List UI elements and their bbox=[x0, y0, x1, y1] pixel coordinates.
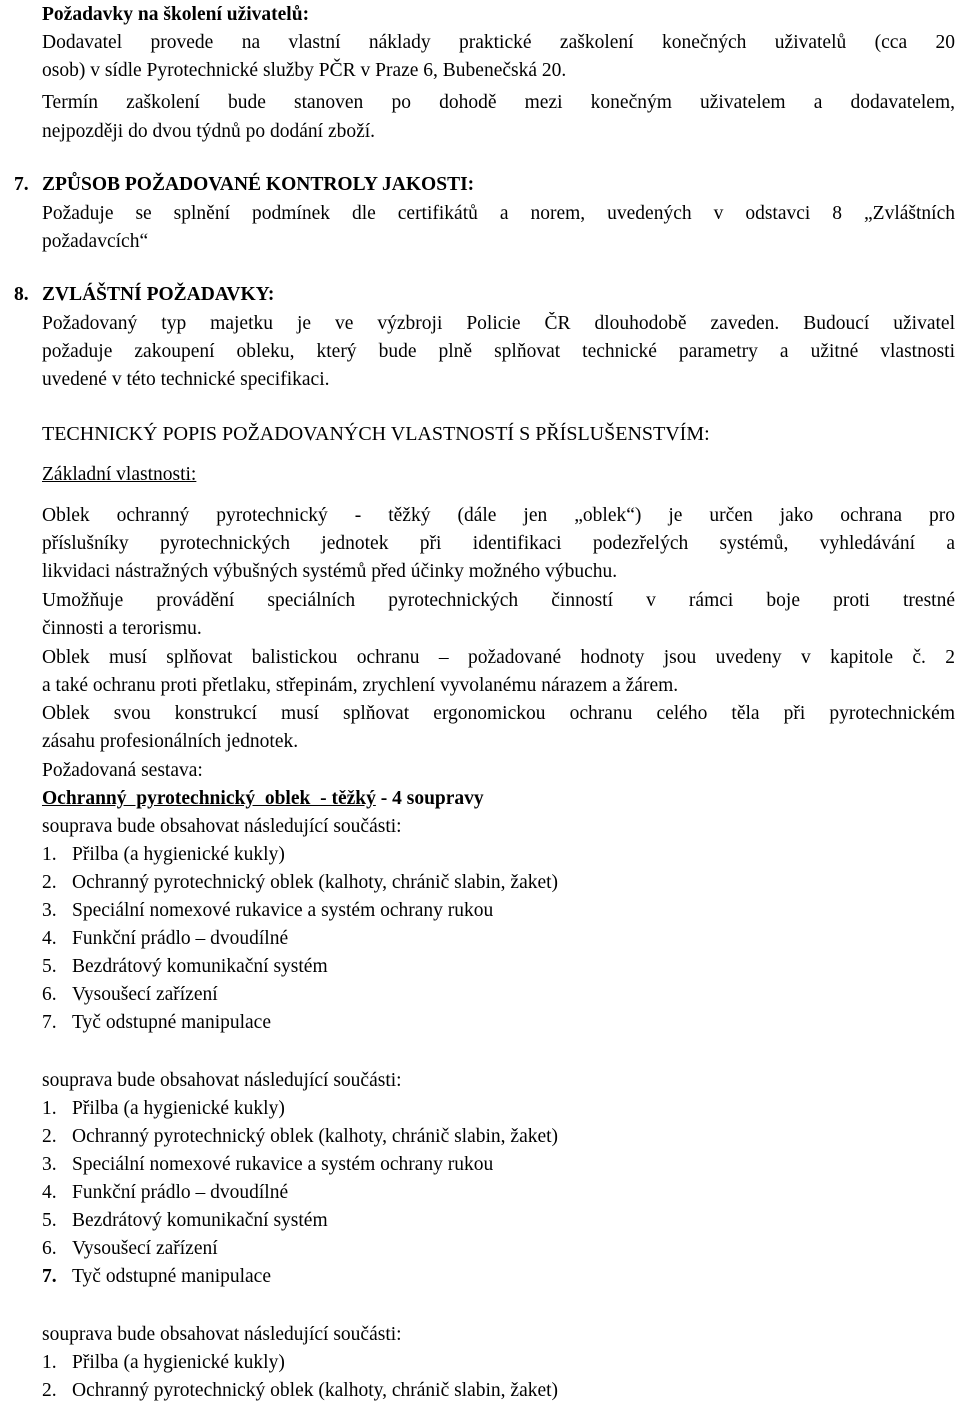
section8-line3: uvedené v této technické specifikaci. bbox=[42, 369, 330, 390]
list-item: 5. Bezdrátový komunikační systém bbox=[42, 956, 328, 977]
set3-intro: souprava bude obsahovat následující součásti: bbox=[42, 1324, 402, 1345]
list-item: 7. Tyč odstupné manipulace bbox=[42, 1012, 271, 1033]
section7-title: ZPŮSOB POŽADOVANÉ KONTROLY JAKOSTI: bbox=[42, 174, 475, 195]
training-p1-line1: Dodavatel provede na vlastní náklady praktické zaškolení konečných uživatelů (cca 20 bbox=[42, 32, 955, 53]
list-item: 3. Speciální nomexové rukavice a systém ochrany rukou bbox=[42, 1154, 494, 1175]
tech-c-line2: a také ochranu proti přetlaku, střepinám, zrychlení vyvolanému nárazem a žárem. bbox=[42, 675, 679, 696]
list-item: 6. Vysoušecí zařízení bbox=[42, 984, 218, 1005]
list-item: 3. Speciální nomexové rukavice a systém ochrany rukou bbox=[42, 900, 494, 921]
training-p1-line2: osob) v sídle Pyrotechnické služby PČR v Praze 6, Bubenečská 20. bbox=[42, 60, 567, 81]
list-item: 2. Ochranný pyrotechnický oblek (kalhoty, chránič slabin, žaket) bbox=[42, 872, 559, 893]
list-item: 7. Tyč odstupné manipulace bbox=[42, 1266, 271, 1287]
section8-number: 8. bbox=[14, 284, 29, 305]
list-item: 2. Ochranný pyrotechnický oblek (kalhoty, chránič slabin, žaket) bbox=[42, 1126, 559, 1147]
section8-line2: požaduje zakoupení obleku, který bude plně splňovat technické parametry a užitné vlastnosti bbox=[42, 341, 955, 362]
tech-a-line3: likvidaci nástražných výbušných systémů před účinky možného výbuchu. bbox=[42, 561, 618, 582]
list-item: 2. Ochranný pyrotechnický oblek (kalhoty, chránič slabin, žaket) bbox=[42, 1380, 559, 1401]
section8-line1: Požadovaný typ majetku je ve výzbroji Policie ČR dlouhodobě zaveden. Budoucí uživatel bbox=[42, 313, 955, 334]
suit-name: Ochranný pyrotechnický oblek - těžký bbox=[42, 788, 376, 809]
set1-intro: souprava bude obsahovat následující součásti: bbox=[42, 816, 402, 837]
training-p2-line1: Termín zaškolení bude stanoven po dohodě mezi konečným uživatelem a dodavatelem, bbox=[42, 92, 955, 113]
training-heading: Požadavky na školení uživatelů: bbox=[42, 4, 310, 25]
list-item: 6. Vysoušecí zařízení bbox=[42, 1238, 218, 1259]
set2-intro: souprava bude obsahovat následující součásti: bbox=[42, 1070, 402, 1091]
list-item: 1. Přilba (a hygienické kukly) bbox=[42, 1352, 285, 1373]
tech-d-line2: zásahu profesionálních jednotek. bbox=[42, 731, 299, 752]
section8-title: ZVLÁŠTNÍ POŽADAVKY: bbox=[42, 284, 275, 305]
list-item: 4. Funkční prádlo – dvoudílné bbox=[42, 928, 289, 949]
tech-a-line1: Oblek ochranný pyrotechnický - těžký (dále jen „oblek“) je určen jako ochrana pro bbox=[42, 505, 955, 526]
tech-heading: TECHNICKÝ POPIS POŽADOVANÝCH VLASTNOSTÍ S PŘÍSLUŠENSTVÍM: bbox=[42, 423, 710, 445]
tech-d-line1: Oblek svou konstrukcí musí splňovat ergonomickou ochranu celého těla při pyrotechnickém bbox=[42, 703, 955, 724]
section7-number: 7. bbox=[14, 174, 29, 195]
training-p2-line2: nejpozději do dvou týdnů po dodání zboží. bbox=[42, 121, 376, 142]
section7-line1: Požaduje se splnění podmínek dle certifikátů a norem, uvedených v odstavci 8 „Zvláštních bbox=[42, 203, 955, 224]
list-item: 1. Přilba (a hygienické kukly) bbox=[42, 1098, 285, 1119]
tech-b-line1: Umožňuje provádění speciálních pyrotechnických činností v rámci boje proti trestné bbox=[42, 590, 955, 611]
list-item: 4. Funkční prádlo – dvoudílné bbox=[42, 1182, 289, 1203]
list-item: 1. Přilba (a hygienické kukly) bbox=[42, 844, 285, 865]
sestava-label: Požadovaná sestava: bbox=[42, 760, 203, 781]
section7-line2: požadavcích“ bbox=[42, 231, 149, 252]
tech-b-line2: činnosti a terorismu. bbox=[42, 618, 202, 639]
tech-c-line1: Oblek musí splňovat balistickou ochranu – požadované hodnoty jsou uvedeny v kapitole č. 2 bbox=[42, 647, 955, 668]
suit-heading bbox=[42, 787, 484, 811]
tech-subheading: Základní vlastnosti: bbox=[42, 464, 197, 485]
tech-a-line2: příslušníky pyrotechnických jednotek při identifikaci podezřelých systémů, vyhledávání a bbox=[42, 533, 955, 554]
suit-quantity: - 4 soupravy bbox=[375, 788, 484, 809]
list-item: 5. Bezdrátový komunikační systém bbox=[42, 1210, 328, 1231]
